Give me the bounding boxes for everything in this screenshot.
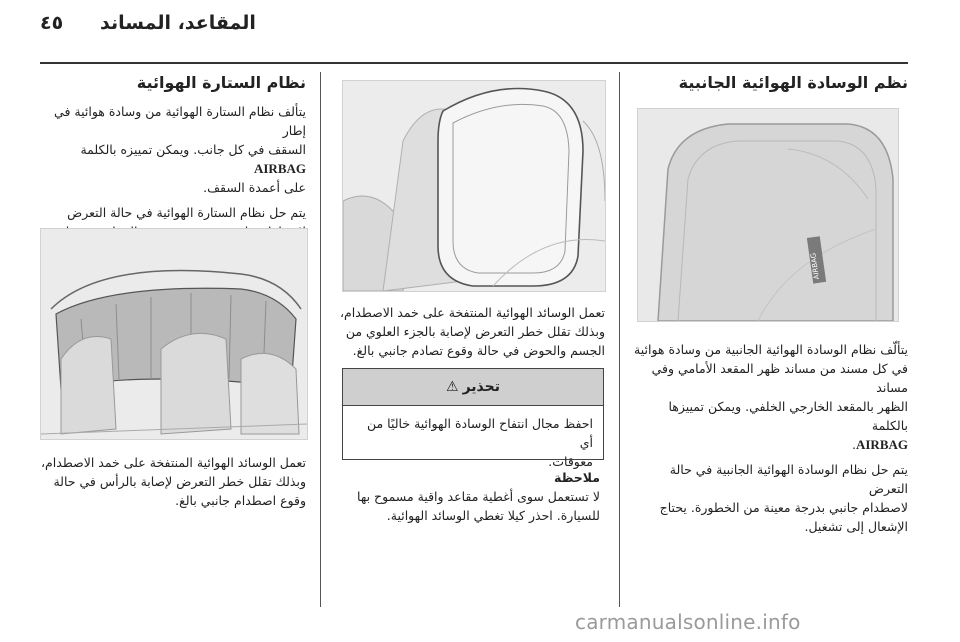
warning-header: [343, 369, 603, 406]
note-block: [335, 468, 600, 525]
text-line: على أعمدة السقف.: [203, 180, 306, 195]
warning-box: [342, 368, 604, 469]
text-line: تعمل الوسائد الهوائية المنتفخة على خمد الاصطدام،: [340, 305, 605, 320]
right-column: [633, 72, 908, 102]
side-airbag-caption: [335, 303, 605, 360]
running-title: المقاعد، المساند: [100, 12, 256, 34]
curtain-airbag-caption: [40, 453, 306, 510]
section-title-side-airbag: نظم الوسادة الهوائية الجانبية: [678, 73, 908, 92]
page-header: [0, 0, 960, 64]
text-line: وبذلك تقلل خطر التعرض لإصابة بالجزء العلوي من: [345, 324, 605, 339]
airbag-keyword: AIRBAG: [253, 161, 306, 176]
side-airbag-activation: [633, 460, 908, 536]
text-line: الإشعال إلى تشغيل.: [804, 519, 908, 534]
side-airbag-description: يتألّف نظام الوسادة الهوائية الجانبية من وسادة هوائية في كل مسند من مساند ظهر المقعد الأمامي وفي مساند الظهر بالمقعد الخارجي الخلفي. ويمكن تمييزها بالكلمة AIRBAG.: [634, 342, 908, 452]
right-column-text: [633, 340, 908, 542]
text-line: يتألّف نظام الوسادة الهوائية الجانبية من وسادة هوائية: [634, 342, 908, 357]
text-line: تعمل الوسائد الهوائية المنتفخة على خمد الاصطدام،: [41, 455, 306, 470]
page-number: ٤٥: [40, 12, 64, 34]
warning-triangle-icon: ⚠: [446, 379, 459, 395]
text-line: يتم حل نظام الستارة الهوائية في حالة التعرض: [67, 205, 306, 220]
text-line: لاصطدام جانبي بدرجة معينة من الخطورة. يحتاج: [659, 500, 908, 515]
inflated-airbag-illustration: [343, 81, 605, 291]
curtain-airbag-description: [40, 102, 306, 197]
text-line: يتألف نظام الستارة الهوائية من وسادة هوائية في إطار: [54, 104, 306, 138]
text-line: معوقات.: [548, 454, 593, 469]
text-line: يتم حل نظام الوسادة الهوائية الجانبية في حالة التعرض: [669, 462, 908, 496]
watermark: carmanualsonline.info: [575, 610, 801, 634]
middle-column-caption: [335, 303, 605, 366]
column-divider-left: [320, 72, 321, 607]
section-title-curtain-airbag: نظام الستارة الهوائية: [136, 73, 306, 92]
text-line: لا تستعمل سوى أغطية مقاعد واقية مسموح بها: [357, 489, 600, 504]
text-line: للسيارة. احذر كيلا تغطي الوسائد الهوائية.: [386, 508, 600, 523]
text-line: الجسم والحوض في حالة وقوع تصادم جانبي بالغ.: [352, 343, 605, 358]
text-line: في كل مسند من مساند ظهر المقعد الأمامي وفي مساند: [651, 361, 908, 395]
note-title: ملاحظة: [554, 470, 600, 485]
figure-seat-backrest-airbag: [637, 108, 899, 322]
figure-curtain-airbag: [40, 228, 308, 440]
seat-backrest-illustration: [638, 109, 898, 321]
text-line: وقوع اصطدام جانبي بالغ.: [175, 493, 306, 508]
warning-title: تحذير: [462, 379, 500, 395]
text-line: الظهر بالمقعد الخارجي الخلفي. ويمكن تمييزها بالكلمة: [668, 399, 908, 433]
header-rule: [40, 62, 908, 64]
text-line: احفظ مجال انتفاح الوسادة الهوائية خاليًا من أي: [366, 416, 593, 450]
curtain-airbag-illustration: [41, 229, 307, 439]
left-column-caption: [40, 453, 306, 516]
airbag-label: AIRBAG: [809, 252, 821, 280]
text-line: وبذلك تقلل خطر التعرض لإصابة بالرأس في حالة: [53, 474, 306, 489]
column-divider-right: [619, 72, 620, 607]
airbag-keyword: AIRBAG: [855, 437, 908, 452]
text-line: السقف في كل جانب. ويمكن تمييزه بالكلمة: [80, 142, 306, 157]
figure-inflated-side-airbag: [342, 80, 606, 292]
